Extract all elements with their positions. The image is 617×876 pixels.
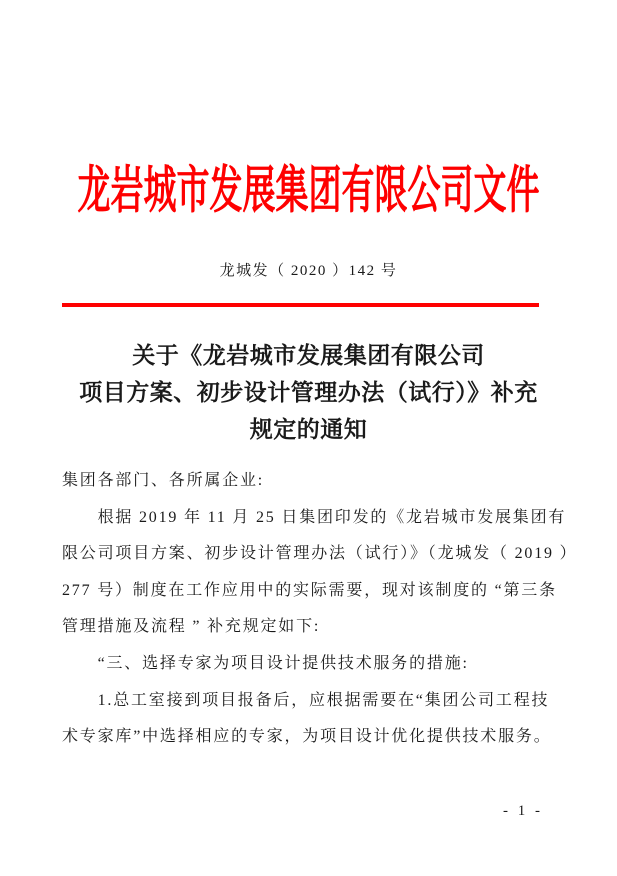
document-title	[40, 337, 577, 448]
red-divider-line	[62, 303, 539, 307]
red-header-title: 龙岩城市发展集团有限公司文件	[77, 163, 540, 220]
body-line: 根据 2019 年 11 月 25 日集团印发的《龙岩城市发展集团有	[62, 508, 567, 526]
body-line: 管理措施及流程 ” 补充规定如下:	[62, 618, 321, 636]
body-salutation: 集团各部门、各所属企业:	[62, 472, 265, 489]
document-title-line-3: 规定的通知	[249, 417, 368, 442]
document-title-line-1: 关于《龙岩城市发展集团有限公司	[132, 343, 485, 368]
body-line: 限公司项目方案、初步设计管理办法（试行）》（龙城发（ 2019 ）	[62, 545, 578, 563]
body-line: 277 号）制度在工作应用中的实际需要，现对该制度的 “第三条	[62, 581, 557, 599]
document-title-line-2: 项目方案、初步设计管理办法（试行）》补充	[79, 380, 538, 405]
document-body	[62, 463, 592, 756]
body-line: 术专家库”中选择相应的专家，为项目设计优化提供技术服务。	[62, 728, 552, 746]
page-number: - 1 -	[503, 803, 543, 819]
doc-number: 龙城发（ 2020 ）142 号	[219, 263, 398, 279]
body-line: 1.总工室接到项目报备后，应根据需要在“集团公司工程技	[62, 691, 550, 709]
body-line: “三、选择专家为项目设计提供技术服务的措施:	[62, 654, 469, 672]
